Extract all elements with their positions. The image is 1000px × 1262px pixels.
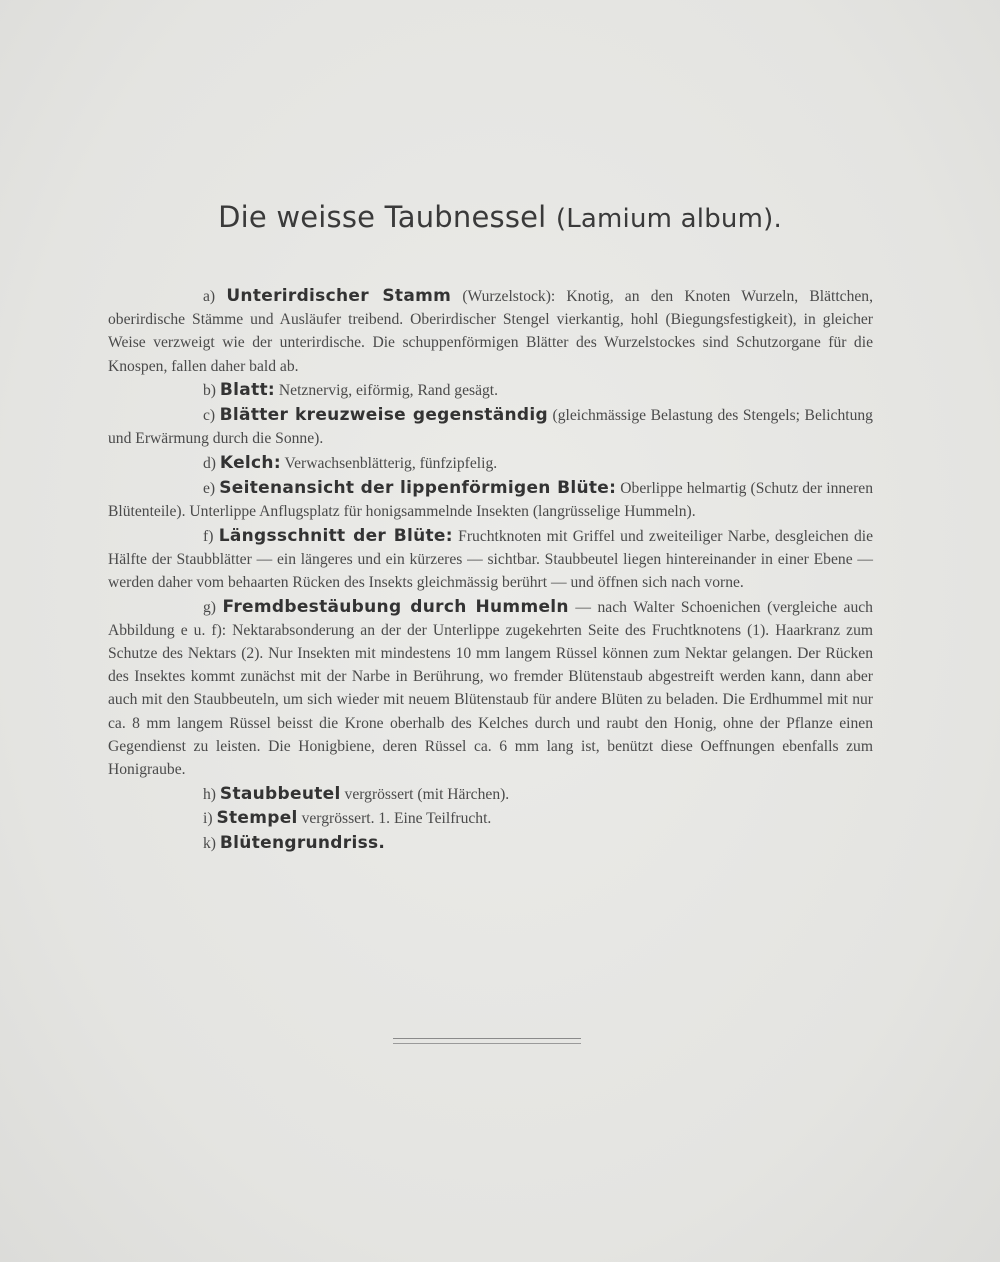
item-marker: a) (203, 288, 216, 305)
item-g (108, 596, 873, 782)
body-text (108, 285, 873, 857)
title-main: Die weisse Taubnessel (218, 200, 547, 234)
item-heading: Längsschnitt der Blüte: (218, 525, 453, 546)
item-f (108, 525, 873, 595)
item-text: Verwachsenblätterig, fünfzipfelig. (284, 454, 498, 472)
item-marker: c) (203, 407, 216, 425)
item-heading: Kelch: (219, 452, 281, 473)
item-h (108, 783, 873, 806)
item-text: vergrössert. 1. Eine Teilfrucht. (301, 810, 492, 828)
item-marker: h) (203, 785, 216, 803)
item-text: (Wurzelstock): Knotig, an den Knoten Wurzeln, Blättchen, oberirdische Stämme und Ausläufer treibend. Oberirdischer Stengel vierkantig, hohl (Biegungsfestigkeit), in gleicher Weise verzweigt wie der unterirdische. Die schuppenförmigen Blätter des Wurzelstockes sind Schutzorgane für die Knospen, fallen daher bald ab. (108, 288, 873, 375)
item-marker: g) (203, 598, 216, 616)
item-heading: Seitenansicht der lippenförmigen Blüte: (219, 477, 617, 498)
item-heading: Blatt: (219, 380, 276, 401)
item-text: Fruchtknoten mit Griffel und zweiteiliger Narbe, desgleichen die Hälfte der Staubblätter — ein längeres und ein kürzeres — sichtbar. Staubbeutel liegen hintereinander in einer Ebene — werden daher vom behaarten Rücken des Insekts gleichmässig berührt — und öffnen sich nach vorne. (108, 527, 873, 591)
item-i (108, 807, 873, 830)
item-heading: Blätter kreuzweise gegenständig (219, 405, 548, 426)
item-marker: i) (203, 810, 213, 828)
item-text: (gleichmässige Belastung des Stengels; Belichtung und Erwärmung durch die Sonne). (108, 407, 873, 448)
page-title (0, 200, 1000, 234)
item-text: — nach Walter Schoenichen (vergleiche auch Abbildung e u. f): Nektarabsonderung an der der Unterlippe zugekehrten Seite des Fruchtknotens (1). Haarkranz zum Schutze des Nektars (2). Nur Insekten mit mindestens 10 mm langem Rüssel können zum Nektar gelangen. Der Rücken des Insektes kommt zunächst mit der Narbe in Berührung, wo fremder Blütenstaub abgestreift werden kann, dann aber auch mit den Staubbeuteln, um sich wieder mit neuem Blütenstaub für andere Blüten zu beladen. Die Erdhummel mit nur ca. 8 mm langem Rüssel beisst die Krone oberhalb des Kelches durch und raubt den Honig, ohne der Pflanze einen Gegendienst zu leisten. Die Honigbiene, deren Rüssel ca. 6 mm lang ist, benützt diese Oeffnungen ebenfalls zum Honigraube. (108, 598, 873, 779)
item-a (108, 285, 873, 378)
item-heading: Unterirdischer Stamm (226, 286, 452, 306)
item-text: vergrössert (mit Härchen). (344, 785, 510, 803)
item-text: Netznervig, eiförmig, Rand gesägt. (278, 382, 499, 400)
item-heading: Blütengrundriss. (219, 833, 386, 854)
item-c (108, 404, 873, 450)
item-heading: Fremdbestäubung durch Hummeln (222, 596, 569, 617)
item-text: Oberlippe helmartig (Schutz der inneren Blütenteile). Unterlippe Anflugsplatz für honigsammelnde Insekten (langrüsselige Hummeln). (108, 479, 873, 520)
item-marker: f) (203, 527, 214, 545)
item-k (108, 832, 873, 855)
item-e (108, 477, 873, 523)
item-heading: Stempel (216, 808, 298, 829)
decorative-divider (393, 1038, 581, 1044)
item-b (108, 379, 873, 402)
item-marker: e) (203, 479, 216, 497)
item-marker: b) (203, 382, 216, 400)
item-heading: Staubbeutel (219, 783, 341, 804)
item-marker: k) (203, 835, 216, 853)
item-d (108, 452, 873, 475)
title-latin: (Lamium album). (555, 204, 782, 234)
item-marker: d) (203, 454, 216, 472)
